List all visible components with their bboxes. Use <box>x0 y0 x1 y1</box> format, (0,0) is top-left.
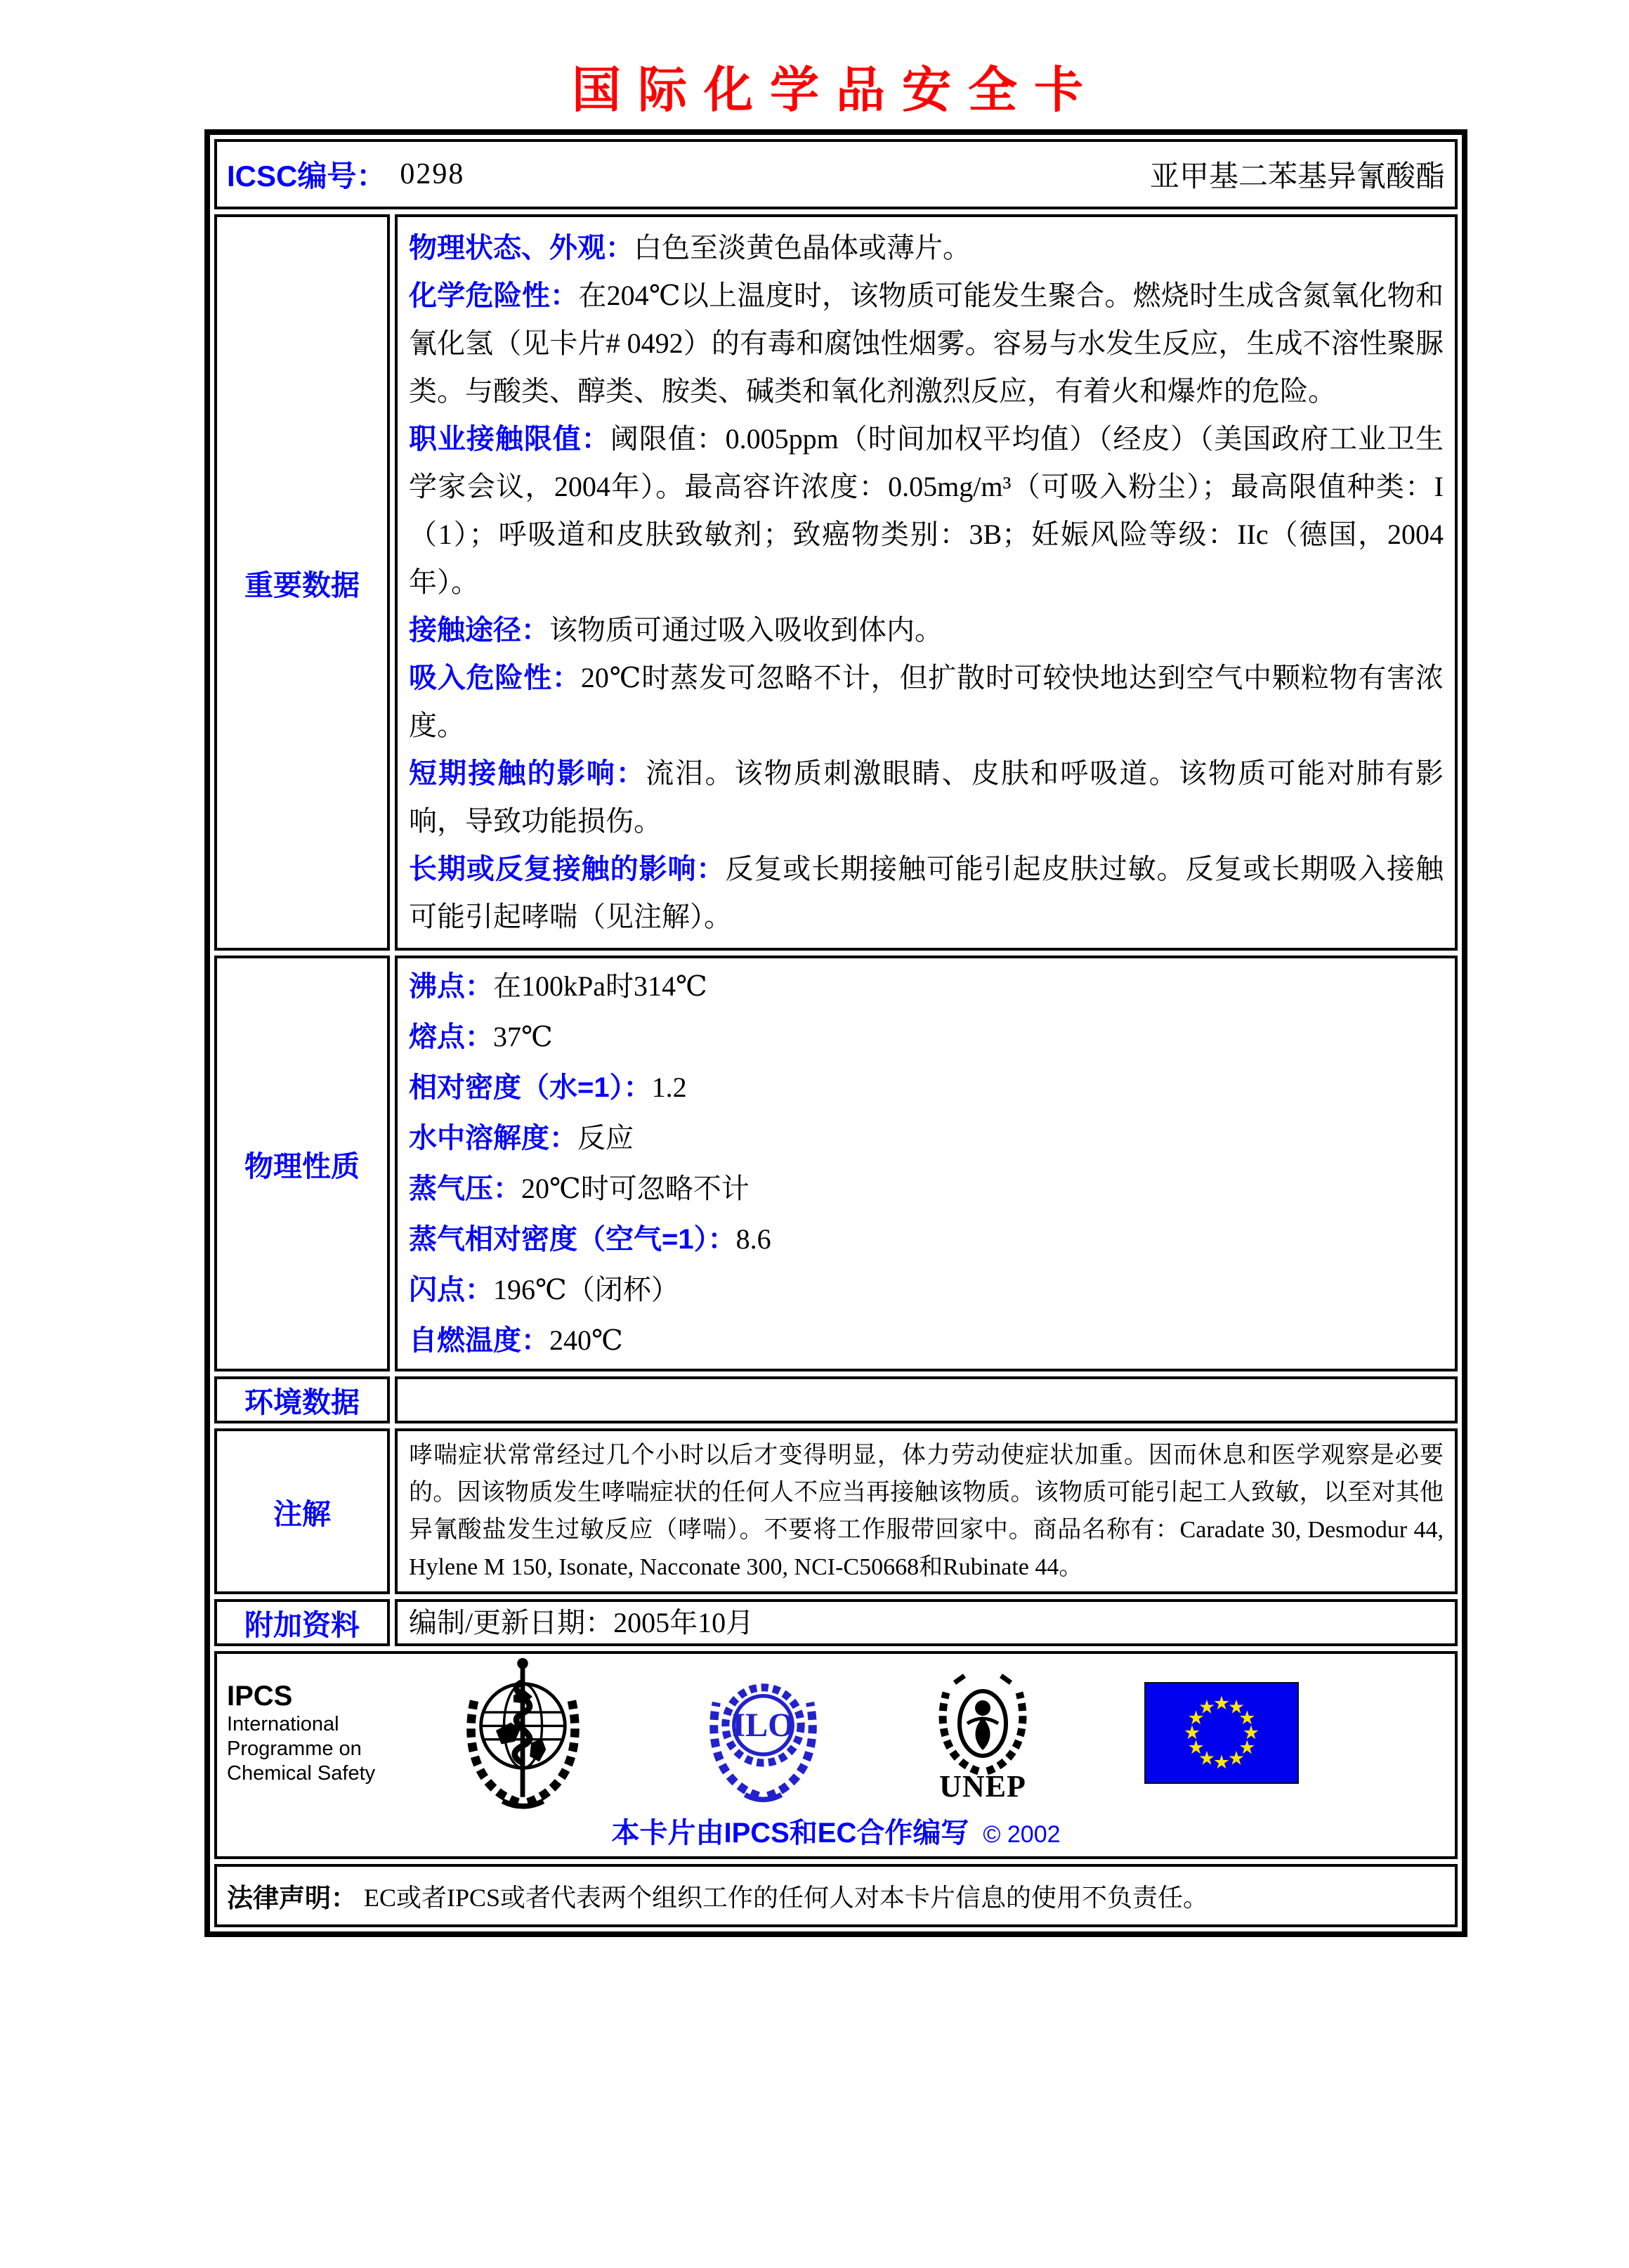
field-label: 短期接触的影响： <box>409 758 646 789</box>
physical-item <box>409 1315 1444 1366</box>
field-value: 8.6 <box>735 1223 771 1255</box>
logos-row <box>214 1651 1458 1859</box>
legal-cell <box>214 1864 1458 1927</box>
ipcs-title: IPCS <box>227 1681 293 1712</box>
notes-text: 哮喘症状常常经过几个小时以后才变得明显，体力劳动使症状加重。因而休息和医学观察是必要的。因该物质发生哮喘症状的任何人不应当再接触该物质。该物质可能引起工人致敏，以至对其他异氰酸盐发生过敏反应（哮喘）。不要将工作服带回家中。商品名称有：Caradate 30, Desmodur 44, Hylene M 150, Isonate, Nacconate 300, NCI-C50668和Rubinate 44。 <box>409 1442 1444 1580</box>
credit-line <box>227 1811 1445 1851</box>
important-item <box>409 606 1444 654</box>
field-label: 沸点： <box>409 971 493 1002</box>
additional-info-content <box>395 1599 1458 1646</box>
field-value: 白色至淡黄色晶体或薄片。 <box>634 232 971 263</box>
important-item <box>409 224 1444 272</box>
field-label: 吸入危险性： <box>409 663 581 693</box>
row-label-notes: 注解 <box>214 1428 390 1594</box>
field-value: 37℃ <box>493 1021 553 1052</box>
important-item <box>409 750 1444 845</box>
ipcs-subtitle-line: International <box>227 1713 339 1735</box>
important-data-row <box>214 214 1458 951</box>
physical-item <box>409 1113 1444 1164</box>
physical-item <box>409 1062 1444 1113</box>
eu-star: ★ <box>1238 1737 1256 1759</box>
important-item <box>409 845 1444 941</box>
page-title: 国际化学品安全卡 <box>572 63 1100 117</box>
eu-star: ★ <box>1198 1747 1216 1770</box>
eu-star: ★ <box>1227 1747 1245 1770</box>
field-value: 反复或长期接触可能引起皮肤过敏。反复或长期吸入接触可能引起哮喘（见注解）。 <box>409 853 1444 932</box>
additional-info-text: 编制/更新日期：2005年10月 <box>409 1606 754 1638</box>
physical-properties-row <box>214 956 1458 1371</box>
eu-flag <box>1144 1682 1299 1784</box>
ilo-logo <box>698 1661 828 1805</box>
eu-star: ★ <box>1238 1707 1256 1729</box>
eu-star: ★ <box>1183 1722 1201 1744</box>
environmental-data-content <box>395 1376 1458 1423</box>
field-value: 在100kPa时314℃ <box>493 970 707 1002</box>
eu-star: ★ <box>1242 1722 1260 1744</box>
who-logo <box>454 1656 591 1811</box>
important-data-content <box>395 214 1458 951</box>
icsc-card <box>204 129 1467 1937</box>
eu-star: ★ <box>1198 1696 1216 1719</box>
ipcs-subtitle-line: Chemical Safety <box>227 1762 376 1785</box>
icsc-number-label: ICSC编号： <box>227 159 386 193</box>
header-cell <box>214 139 1458 209</box>
chemical-name: 亚甲基二苯基异氰酸酯 <box>1149 161 1445 193</box>
field-value: 流泪。该物质刺激眼睛、皮肤和呼吸道。该物质可能对肺有影响，导致功能损伤。 <box>409 757 1444 837</box>
field-label: 自燃温度： <box>409 1325 549 1356</box>
eu-star: ★ <box>1227 1696 1245 1719</box>
logo-strip <box>227 1661 1445 1805</box>
important-item <box>409 272 1444 415</box>
important-item <box>409 654 1444 750</box>
unep-wordmark: UNEP <box>939 1768 1026 1804</box>
physical-item <box>409 1164 1444 1214</box>
legal-text: EC或者IPCS或者代表两个组织工作的任何人对本卡片信息的使用不负责任。 <box>364 1883 1209 1912</box>
field-label: 蒸气压： <box>409 1173 521 1204</box>
field-value: 196℃（闭杯） <box>493 1274 679 1305</box>
notes-row <box>214 1428 1458 1594</box>
eu-star: ★ <box>1187 1737 1205 1759</box>
field-label: 水中溶解度： <box>409 1123 577 1154</box>
unep-logo-block <box>927 1664 1039 1802</box>
field-value: 在204℃以上温度时，该物质可能发生聚合。燃烧时生成含氮氧化物和氰化氢（见卡片# 0492）的有毒和腐蚀性烟雾。容易与水发生反应，生成不溶性聚脲类。与酸类、醇类、胺类、碱类和氧化剂激烈反应，有着火和爆炸的危险。 <box>409 280 1444 407</box>
eu-star: ★ <box>1212 1752 1231 1773</box>
field-value: 阈限值：0.005ppm（时间加权平均值）（经皮）（美国政府工业卫生学家会议，2004年）。最高容许浓度：0.05mg/m³（可吸入粉尘）；最高限值种类：I（1）；呼吸道和皮肤致敏剂；致癌物类别：3B；妊娠风险等级：IIc（德国，2004年）。 <box>409 423 1444 598</box>
row-label-additional-info: 附加资料 <box>214 1599 390 1646</box>
physical-item <box>409 1265 1444 1315</box>
field-value: 240℃ <box>549 1324 623 1356</box>
field-label: 长期或反复接触的影响： <box>409 854 726 885</box>
field-label: 闪点： <box>409 1275 493 1305</box>
physical-item <box>409 1214 1444 1265</box>
copyright-text: © 2002 <box>983 1821 1061 1848</box>
header-row <box>214 139 1458 209</box>
ilo-letters: ILO <box>732 1707 794 1745</box>
credit-text: 本卡片由IPCS和EC合作编写 <box>611 1818 969 1849</box>
icsc-number-group <box>227 153 464 195</box>
field-label: 化学危险性： <box>409 280 579 311</box>
field-value: 1.2 <box>651 1071 687 1103</box>
eu-star: ★ <box>1187 1707 1205 1729</box>
field-value: 20℃时蒸发可忽略不计，但扩散时可较快地达到空气中颗粒物有害浓度。 <box>409 662 1444 741</box>
legal-row <box>214 1864 1458 1927</box>
row-label-physical-properties: 物理性质 <box>214 956 390 1371</box>
field-label: 职业接触限值： <box>409 424 610 455</box>
field-label: 熔点： <box>409 1022 493 1052</box>
row-label-environmental-data: 环境数据 <box>214 1376 390 1423</box>
eu-star: ★ <box>1212 1693 1231 1714</box>
ipcs-subtitle-line: Programme on <box>227 1738 362 1760</box>
environmental-data-row <box>214 1376 1458 1423</box>
notes-content <box>395 1428 1458 1594</box>
field-label: 相对密度（水=1）： <box>409 1072 652 1103</box>
legal-label: 法律声明： <box>227 1884 357 1912</box>
icsc-number-value: 0298 <box>400 158 465 190</box>
ipcs-text-block <box>227 1680 411 1786</box>
physical-properties-content <box>395 956 1458 1371</box>
row-label-important-data: 重要数据 <box>214 214 390 951</box>
unep-logo <box>927 1664 1039 1775</box>
logos-cell <box>214 1651 1458 1859</box>
field-label: 蒸气相对密度（空气=1）： <box>409 1224 736 1255</box>
field-value: 该物质可通过吸入吸收到体内。 <box>549 614 943 646</box>
field-label: 物理状态、外观： <box>409 233 634 263</box>
field-value: 反应 <box>577 1122 634 1154</box>
field-value: 20℃时可忽略不计 <box>521 1173 750 1204</box>
important-item <box>409 415 1444 606</box>
field-label: 接触途径： <box>409 615 549 646</box>
additional-info-row <box>214 1599 1458 1646</box>
physical-item <box>409 1012 1444 1062</box>
physical-item <box>409 961 1444 1012</box>
